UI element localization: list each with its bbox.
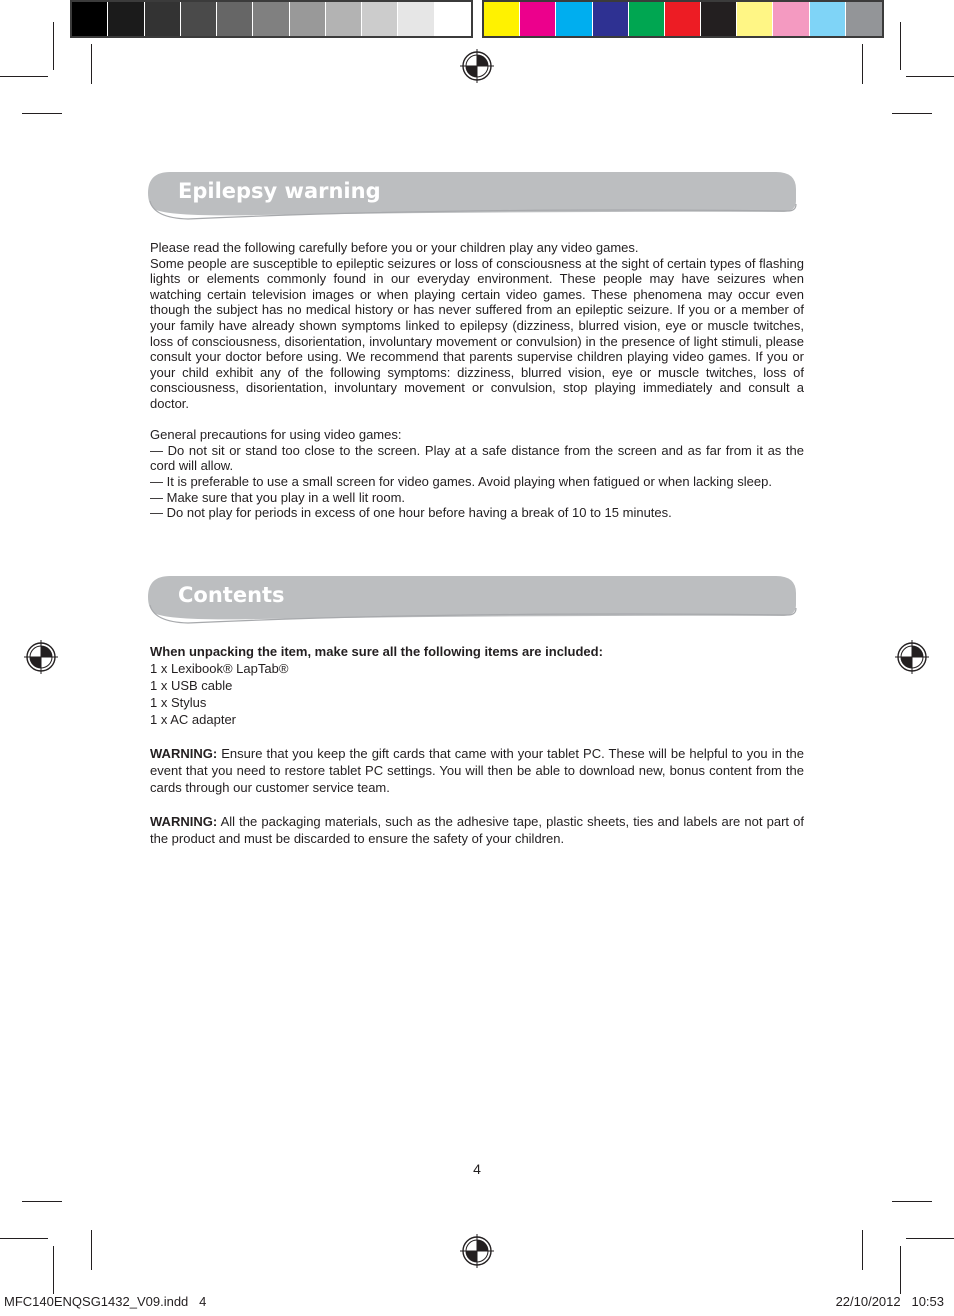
precaution-item: — It is preferable to use a small screen for video games. Avoid playing when fatigued or when lacking sleep. [150,473,772,489]
precaution-item: — Make sure that you play in a well lit room. [150,489,406,505]
color-swatch [810,2,846,36]
crop-mark [91,44,92,84]
warning-text: Ensure that you keep the gift cards that came with your tablet PC. These will be helpful to you in the event that you need to restore tablet PC settings. You will then be able to download new, bonus content from the cards through our customer service team. [150,746,804,795]
warning-label: WARNING: [150,746,218,761]
color-swatch [484,2,520,36]
crop-mark [892,113,932,114]
registration-mark-icon [895,640,929,674]
contents-section-banner [148,575,800,635]
epilepsy-section-banner [148,171,800,231]
color-swatch [253,2,289,36]
contents-body [150,643,804,847]
epilepsy-intro: Please read the following carefully before you or your children play any video games. [150,240,639,255]
color-swatch [773,2,809,36]
color-swatch [556,2,592,36]
color-swatch [72,2,108,36]
precautions-heading: General precautions for using video games: [150,427,402,443]
grayscale-calibration-strip [70,0,473,38]
color-swatch [108,2,144,36]
warning-text: All the packaging materials, such as the adhesive tape, plastic sheets, ties and labels are not part of the product and must be discarded to ensure the safety of your children. [150,814,804,846]
color-swatch [145,2,181,36]
color-swatch [846,2,882,36]
color-swatch [398,2,434,36]
crop-mark [892,1201,932,1202]
crop-mark [900,1246,901,1294]
crop-mark [0,1238,48,1239]
crop-mark [53,1246,54,1294]
warning-label: WARNING: [150,814,218,829]
color-calibration-strip [482,0,884,38]
epilepsy-paragraph: Some people are susceptible to epileptic seizures or loss of consciousness at the sight of certain types of flashing lights or elements commonly found in our everyday environment. These people may have seizures when watching certain television images or when playing certain video games. These phenomena may occur even though the subject has no medical history or has never suffered from an epileptic seizure. If you or a member of your family have already shown symptoms linked to epilepsy (dizziness, blurred vision, eye or muscle twitches, loss of consciousness, disorientation, involuntary movement or convulsion) in the presence of light stimuli, please consult your doctor before using. We recommend that parents supervise children playing video games. If you or your child exhibit any of the following symptoms: dizziness, blurred vision, eye or muscle twitches, loss of consciousness, disorientation, involuntary movement or convulsion, stop playing immediately and consult a doctor. [150,255,804,411]
color-swatch [629,2,665,36]
file-slug: MFC140ENQSG1432_V09.indd 4 [4,1294,207,1309]
contents-title: Contents [178,583,285,607]
color-swatch [362,2,398,36]
crop-mark [862,1230,863,1270]
contents-lead: When unpacking the item, make sure all the following items are included: [150,644,603,659]
gift-card-warning [150,745,804,796]
crop-mark [53,22,54,70]
crop-mark [906,1238,954,1239]
crop-mark [900,22,901,70]
precaution-item: — Do not play for periods in excess of one hour before having a break of 10 to 15 minutes. [150,505,672,521]
page-number: 4 [473,1161,481,1177]
epilepsy-body [150,240,804,521]
crop-mark [22,1201,62,1202]
registration-mark-icon [24,640,58,674]
date-slug: 22/10/2012 10:53 [835,1294,944,1309]
crop-mark [862,44,863,84]
color-swatch [181,2,217,36]
contents-item: 1 x USB cable [150,678,233,693]
packaging-warning [150,813,804,847]
color-swatch [665,2,701,36]
color-swatch [326,2,362,36]
color-swatch [290,2,326,36]
registration-mark-icon [460,1234,494,1268]
color-swatch [701,2,737,36]
registration-mark-icon [460,49,494,83]
contents-item: 1 x Lexibook® LapTab® [150,661,289,676]
contents-item: 1 x Stylus [150,695,207,710]
crop-mark [91,1230,92,1270]
contents-item: 1 x AC adapter [150,712,236,727]
color-swatch [593,2,629,36]
epilepsy-title: Epilepsy warning [178,179,381,203]
crop-mark [22,113,62,114]
precaution-item: — Do not sit or stand too close to the screen. Play at a safe distance from the screen and as far from it as the cord will allow. [150,442,804,474]
crop-mark [0,76,48,77]
color-swatch [520,2,556,36]
color-swatch [435,2,471,36]
color-swatch [737,2,773,36]
color-swatch [217,2,253,36]
crop-mark [906,76,954,77]
